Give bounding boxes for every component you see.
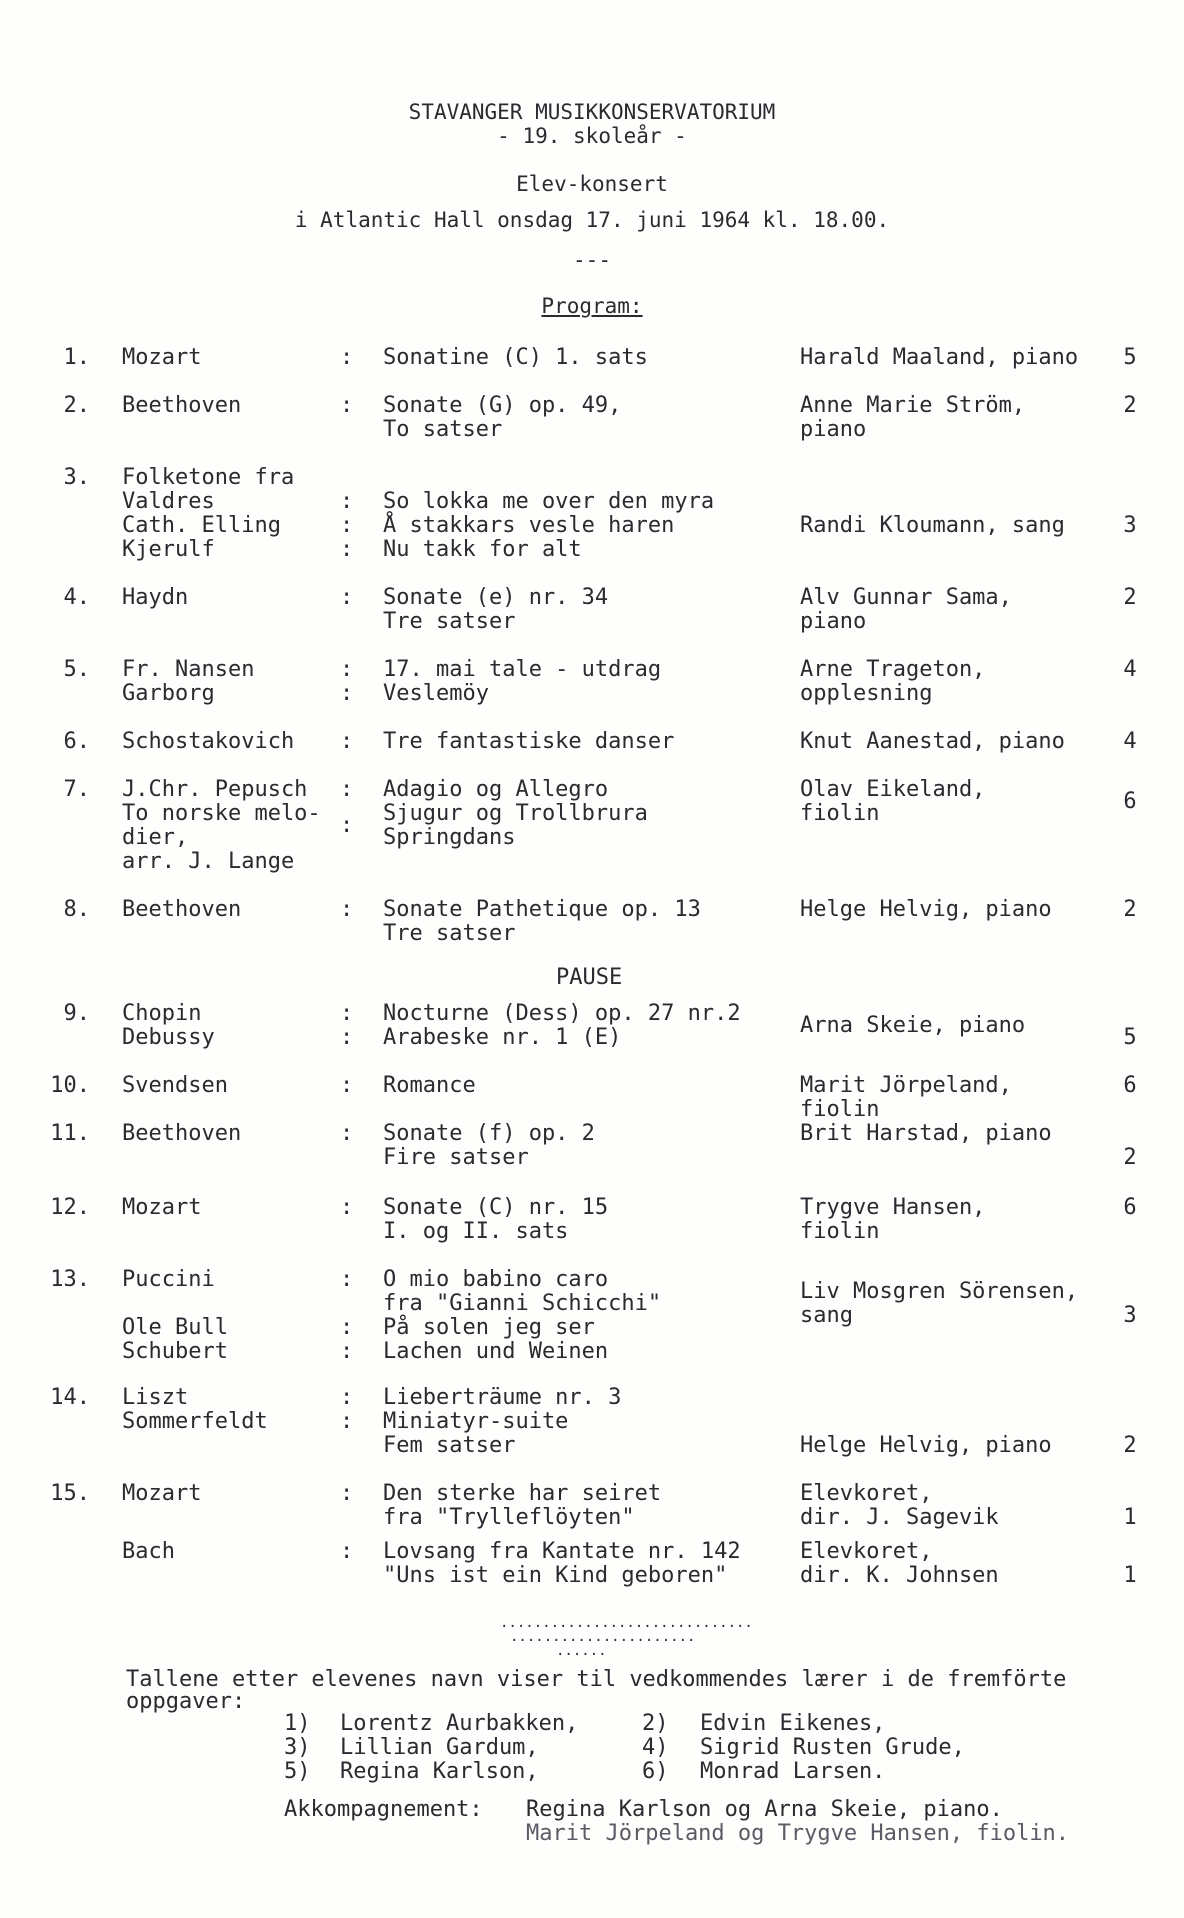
performer: Helge Helvig, piano — [800, 897, 1052, 922]
performer: Olav Eikeland, — [800, 777, 986, 802]
entry-number: 2. — [63, 393, 90, 418]
performer: Marit Jörpeland, — [800, 1073, 1012, 1098]
composer: arr. J. Lange — [122, 849, 295, 874]
work-title: Sonate (G) op. 49, — [383, 393, 622, 418]
work-title: Tre satser — [383, 609, 516, 634]
colon: : — [340, 345, 354, 370]
composer: dier, — [122, 825, 189, 850]
composer: Ole Bull — [122, 1315, 228, 1340]
teacher-name: Regina Karlson, — [340, 1759, 539, 1784]
colon: : — [340, 1339, 354, 1364]
teacher-name: Sigrid Rusten Grude, — [700, 1735, 965, 1760]
performer: Harald Maaland, piano — [800, 345, 1079, 370]
colon: : — [340, 729, 354, 754]
composer: Cath. Elling — [122, 513, 281, 538]
work-title: Sonate (e) nr. 34 — [383, 585, 609, 610]
venue-date: i Atlantic Hall onsdag 17. juni 1964 kl. 18.00. — [294, 208, 890, 232]
work-title: O mio babino caro — [383, 1267, 609, 1292]
composer: Mozart — [122, 345, 202, 370]
composer: Liszt — [122, 1385, 189, 1410]
teacher-number: 1 — [1123, 1505, 1137, 1530]
colon: : — [340, 489, 354, 514]
work-title: Nocturne (Dess) op. 27 nr.2 — [383, 1001, 741, 1026]
entry-number: 11. — [50, 1121, 90, 1146]
colon: : — [340, 1315, 354, 1340]
colon: : — [340, 513, 354, 538]
performer: Trygve Hansen, — [800, 1195, 986, 1220]
composer: Folketone fra — [122, 465, 295, 490]
event-title: Elev-konsert — [516, 172, 668, 196]
teacher-number: 2 — [1123, 393, 1137, 418]
colon: : — [340, 777, 354, 802]
colon: : — [340, 1539, 354, 1564]
performer: Alv Gunnar Sama, — [800, 585, 1012, 610]
work-title: Romance — [383, 1073, 476, 1098]
performer: Arne Trageton, — [800, 657, 986, 682]
teacher-number: 2 — [1123, 1145, 1137, 1170]
work-title: Adagio og Allegro — [383, 777, 609, 802]
colon: : — [340, 681, 354, 706]
performer: fiolin — [800, 1097, 880, 1122]
composer: Mozart — [122, 1195, 202, 1220]
colon: : — [340, 813, 354, 838]
teacher-name: Lorentz Aurbakken, — [340, 1711, 579, 1736]
composer: Beethoven — [122, 1121, 242, 1146]
dotted-divider-3: ...... — [556, 1643, 607, 1659]
performer: piano — [800, 417, 867, 442]
work-title: Tre satser — [383, 921, 516, 946]
work-title: Veslemöy — [383, 681, 489, 706]
composer: J.Chr. Pepusch — [122, 777, 308, 802]
teacher-index: 3) — [284, 1735, 311, 1760]
colon: : — [340, 393, 354, 418]
composer: Garborg — [122, 681, 215, 706]
performer: Liv Mosgren Sörensen, — [800, 1279, 1079, 1304]
work-title: Lovsang fra Kantate nr. 142 — [383, 1539, 741, 1564]
work-title: 17. mai tale - utdrag — [383, 657, 662, 682]
work-title: fra "Trylleflöyten" — [383, 1505, 635, 1530]
work-title: Miniatyr-suite — [383, 1409, 569, 1434]
performer: fiolin — [800, 801, 880, 826]
colon: : — [340, 585, 354, 610]
colon: : — [340, 657, 354, 682]
accompaniment-label: Akkompagnement: — [284, 1797, 483, 1822]
entry-number: 8. — [63, 897, 90, 922]
teacher-number: 2 — [1123, 1433, 1137, 1458]
composer: Fr. Nansen — [122, 657, 255, 682]
work-title: Sjugur og Trollbrura — [383, 801, 648, 826]
performer: Elevkoret, — [800, 1481, 933, 1506]
colon: : — [340, 1385, 354, 1410]
entry-number: 12. — [50, 1195, 90, 1220]
teacher-index: 1) — [284, 1711, 311, 1736]
work-title: På solen jeg ser — [383, 1315, 595, 1340]
entry-number: 13. — [50, 1267, 90, 1292]
work-title: Arabeske nr. 1 (E) — [383, 1025, 622, 1050]
teacher-number: 2 — [1123, 585, 1137, 610]
performer: dir. K. Johnsen — [800, 1563, 999, 1588]
performer: Arna Skeie, piano — [800, 1013, 1026, 1038]
accompaniment-line-2: Marit Jörpeland og Trygve Hansen, fiolin. — [526, 1821, 1070, 1846]
composer: Bach — [122, 1539, 175, 1564]
colon: : — [340, 1409, 354, 1434]
entry-number: 6. — [63, 729, 90, 754]
composer: Beethoven — [122, 393, 242, 418]
teacher-number: 2 — [1123, 897, 1137, 922]
entry-number: 15. — [50, 1481, 90, 1506]
colon: : — [340, 1001, 354, 1026]
performer: Elevkoret, — [800, 1539, 933, 1564]
composer: Sommerfeldt — [122, 1409, 268, 1434]
work-title: Nu takk for alt — [383, 537, 582, 562]
performer: Helge Helvig, piano — [800, 1433, 1052, 1458]
program-heading: Program: — [541, 294, 643, 318]
school-year: - 19. skoleår - — [497, 124, 687, 148]
entry-number: 9. — [63, 1001, 90, 1026]
colon: : — [340, 1121, 354, 1146]
teacher-index: 5) — [284, 1759, 311, 1784]
composer: Svendsen — [122, 1073, 228, 1098]
entry-number: 1. — [63, 345, 90, 370]
accompaniment-line-1: Regina Karlson og Arna Skeie, piano. — [526, 1797, 1003, 1822]
work-title: Tre fantastiske danser — [383, 729, 675, 754]
teacher-number: 5 — [1123, 1025, 1137, 1050]
composer: Puccini — [122, 1267, 215, 1292]
work-title: Sonate Pathetique op. 13 — [383, 897, 701, 922]
work-title: Sonate (f) op. 2 — [383, 1121, 595, 1146]
work-title: Sonatine (C) 1. sats — [383, 345, 648, 370]
work-title: Lachen und Weinen — [383, 1339, 609, 1364]
entry-number: 7. — [63, 777, 90, 802]
composer: Chopin — [122, 1001, 202, 1026]
colon: : — [340, 897, 354, 922]
colon: : — [340, 1195, 354, 1220]
work-title: So lokka me over den myra — [383, 489, 715, 514]
teacher-name: Monrad Larsen. — [700, 1759, 886, 1784]
composer: Valdres — [122, 489, 215, 514]
composer: Kjerulf — [122, 537, 215, 562]
work-title: Sonate (C) nr. 15 — [383, 1195, 609, 1220]
teacher-number: 5 — [1123, 345, 1137, 370]
entry-number: 14. — [50, 1385, 90, 1410]
dotted-divider-2: ...................... — [510, 1629, 696, 1645]
separator: --- — [573, 248, 611, 272]
work-title: fra "Gianni Schicchi" — [383, 1291, 662, 1316]
institution-title: STAVANGER MUSIKKONSERVATORIUM — [408, 100, 776, 124]
performer: opplesning — [800, 681, 933, 706]
work-title: Å stakkars vesle haren — [383, 513, 675, 538]
work-title: I. og II. sats — [383, 1219, 569, 1244]
teacher-number: 1 — [1123, 1563, 1137, 1588]
teacher-number: 3 — [1123, 1303, 1137, 1328]
work-title: To satser — [383, 417, 503, 442]
performer: dir. J. Sagevik — [800, 1505, 999, 1530]
colon: : — [340, 1025, 354, 1050]
teacher-number: 6 — [1123, 789, 1137, 814]
composer: Haydn — [122, 585, 189, 610]
teacher-name: Lillian Gardum, — [340, 1735, 539, 1760]
pause-label: PAUSE — [556, 965, 623, 990]
teacher-name: Edvin Eikenes, — [700, 1711, 886, 1736]
performer: Randi Kloumann, sang — [800, 513, 1065, 538]
colon: : — [340, 1073, 354, 1098]
work-title: Lieberträume nr. 3 — [383, 1385, 622, 1410]
composer: To norske melo- — [122, 801, 321, 826]
composer: Schubert — [122, 1339, 228, 1364]
performer: fiolin — [800, 1219, 880, 1244]
work-title: Den sterke har seiret — [383, 1481, 662, 1506]
colon: : — [340, 537, 354, 562]
teacher-index: 6) — [642, 1759, 669, 1784]
teacher-note-line-2: oppgaver: — [126, 1689, 246, 1714]
entry-number: 10. — [50, 1073, 90, 1098]
teacher-number: 6 — [1123, 1073, 1137, 1098]
entry-number: 5. — [63, 657, 90, 682]
performer: Brit Harstad, piano — [800, 1121, 1052, 1146]
composer: Debussy — [122, 1025, 215, 1050]
entry-number: 4. — [63, 585, 90, 610]
composer: Beethoven — [122, 897, 242, 922]
teacher-number: 6 — [1123, 1195, 1137, 1220]
entry-number: 3. — [63, 465, 90, 490]
work-title: "Uns ist ein Kind geboren" — [383, 1563, 728, 1588]
performer: Knut Aanestad, piano — [800, 729, 1065, 754]
teacher-index: 2) — [642, 1711, 669, 1736]
teacher-number: 3 — [1123, 513, 1137, 538]
composer: Mozart — [122, 1481, 202, 1506]
colon: : — [340, 1267, 354, 1292]
performer: sang — [800, 1303, 853, 1328]
teacher-note-line-1: Tallene etter elevenes navn viser til vedkommendes lærer i de fremförte — [126, 1667, 1067, 1692]
work-title: Fem satser — [383, 1433, 516, 1458]
teacher-index: 4) — [642, 1735, 669, 1760]
dotted-divider-1: .............................. — [500, 1615, 753, 1631]
colon: : — [340, 1481, 354, 1506]
work-title: Springdans — [383, 825, 516, 850]
teacher-number: 4 — [1123, 657, 1137, 682]
work-title: Fire satser — [383, 1145, 529, 1170]
teacher-number: 4 — [1123, 729, 1137, 754]
composer: Schostakovich — [122, 729, 295, 754]
performer: Anne Marie Ström, — [800, 393, 1026, 418]
performer: piano — [800, 609, 867, 634]
